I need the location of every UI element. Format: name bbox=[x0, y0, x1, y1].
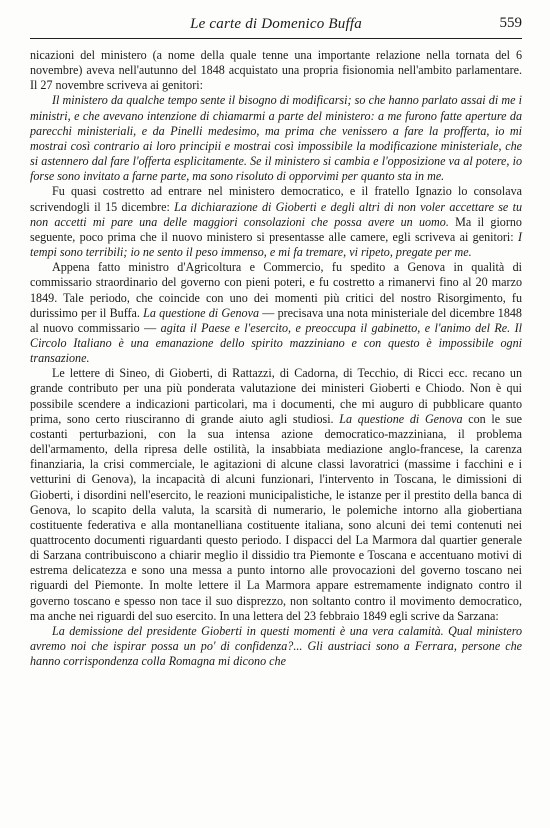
paragraph bbox=[30, 366, 522, 624]
text-run: nicazioni del ministero (a nome della quale tenne una importante relazione nella tornata del 6 novembre) aveva nell'autunno del 1848 acquistato una propria fisionomia nell'ambito parlamentare. Il 27 novembre scriveva ai genitori: bbox=[30, 48, 522, 93]
text-run: Appena fatto ministro d'Agricoltura e Commercio, fu spedito a Genova in qualità di commissario straordinario del governo con pieni poteri, e fu costretto a rimanervi fino al 20 marzo 1849. Tale periodo, che coincide con uno dei momenti più critici del nostro Risorgimento, fu durissimo per il Buffa. bbox=[30, 260, 522, 320]
running-header bbox=[30, 12, 522, 36]
page-number: 559 bbox=[499, 15, 522, 31]
italic-text: La demissione del presidente Gioberti in questi momenti è una vera calamità. Qual ministero avremo noi che ispirar possa un po' di confidenza?... Gli austriaci sono a Ferrara, persone che hanno corrispondenza colla Romagna mi dicono che bbox=[30, 623, 522, 669]
italic-text: Il ministero da qualche tempo sente il bisogno di modificarsi; so che hanno parlato assai di me i ministri, e che avevano intenzione di chiamarmi a parte del ministero: a me furono fatte aperture da parecchi ministeriali, e da Pinelli medesimo, ma prima che venissero a fare la profferta, io mi mostrai così contrario ai loro principii e mostrai così impossibile la modificazione ministeriale, che si astennero dal fare l'offerta esplicitamente. Se il ministero si cambia e l'opposizione va al potere, io forse sono invitato a farne parte, ma sono risoluto di opporvimi per quanto sta in me. bbox=[30, 93, 522, 184]
header-rule bbox=[30, 38, 522, 39]
italic-text: La questione di Genova bbox=[339, 411, 463, 426]
text-run: con le sue costanti perturbazioni, con la sua intensa azione democratico-mazziniana, il problema dell'armamento, della ripresa delle ostilità, la insabbiata mediazione anglo-francese, la carenza finanziaria, la crisi commerciale, le agitazioni di alcune classi lavoratrici (massime i facchini e i vetturini di Genova), la incapacità di alcuni funzionari, l'intervento in Toscana, le dimissioni di Gioberti, i disordini nell'esercito, le reazioni municipalistiche, le istanze per il prestito della banca di Genova, lo scapito della valuta, la scarsità di numerario, le polemiche intorno alla giobertiana costituente federativa e alla montanelliana costituente italiana, sono alcuni dei temi contenuti nei quattrocento documenti riguardanti questo periodo. I dispacci del La Marmora dal quartier generale di Sarzana contribuiscono a chiarir meglio il dissidio tra Piemonte e Toscana e accentuano motivi di estrema delicatezza e sono una messa a punto intorno alle provocazioni del governo toscano nei riguardi del Piemonte. In molte lettere il La Marmora appare estremamente indignato contro il governo toscano e spesso non tace il suo disprezzo, non soltanto contro il movimento democratico, ma anche nei riguardi del suo esercito. In una lettera del 23 febbraio 1849 egli scrive da Sarzana: bbox=[30, 411, 522, 623]
quoted-passage bbox=[30, 624, 522, 669]
body-text bbox=[30, 48, 522, 669]
italic-text: La questione di Genova bbox=[143, 305, 260, 320]
paragraph bbox=[30, 184, 522, 260]
quoted-passage bbox=[30, 93, 522, 184]
italic-text: I tempi sono terribili; io ne sento il peso immenso, e mi fa tremare, vi ripeto, pregate per me. bbox=[30, 229, 522, 260]
text-run: Fu quasi costretto ad entrare nel ministero democratico, e il fratello Ignazio lo consolava scrivendogli il 15 dicembre: bbox=[30, 184, 522, 214]
paragraph bbox=[30, 48, 522, 93]
italic-text: agita il Paese e l'esercito, e preoccupa il gabinetto, e l'animo del Re. Il Circolo Italiano è una emanazione dello spirito mazziniano e con questo è impossibile ogni transazione. bbox=[30, 320, 522, 366]
text-run: — precisava una nota ministeriale del dicembre 1848 al nuovo commissario — bbox=[30, 305, 522, 335]
italic-text: La dichiarazione di Gioberti e degli altri di non voler accettare se tu non accetti mi pare una delle maggiori consolazioni che possa avere un uomo. bbox=[30, 199, 522, 229]
text-run: Ma il giorno seguente, poco prima che il nuovo ministero si presentasse alle camere, egli scriveva ai genitori: bbox=[30, 214, 522, 244]
running-title: Le carte di Domenico Buffa bbox=[190, 16, 362, 32]
paragraph bbox=[30, 260, 522, 366]
text-run: Le lettere di Sineo, di Gioberti, di Rattazzi, di Cadorna, di Tecchio, di Ricci ecc. recano un grande contributo per una più ponderata valutazione dei ministeri Gioberti e Chiodo. Non è qui possibile scendere a indicazioni particolari, ma i documenti, che mi auguro di pubblicare quanto prima, sono certo riusciranno di grande aiuto agli studiosi. bbox=[30, 366, 522, 426]
